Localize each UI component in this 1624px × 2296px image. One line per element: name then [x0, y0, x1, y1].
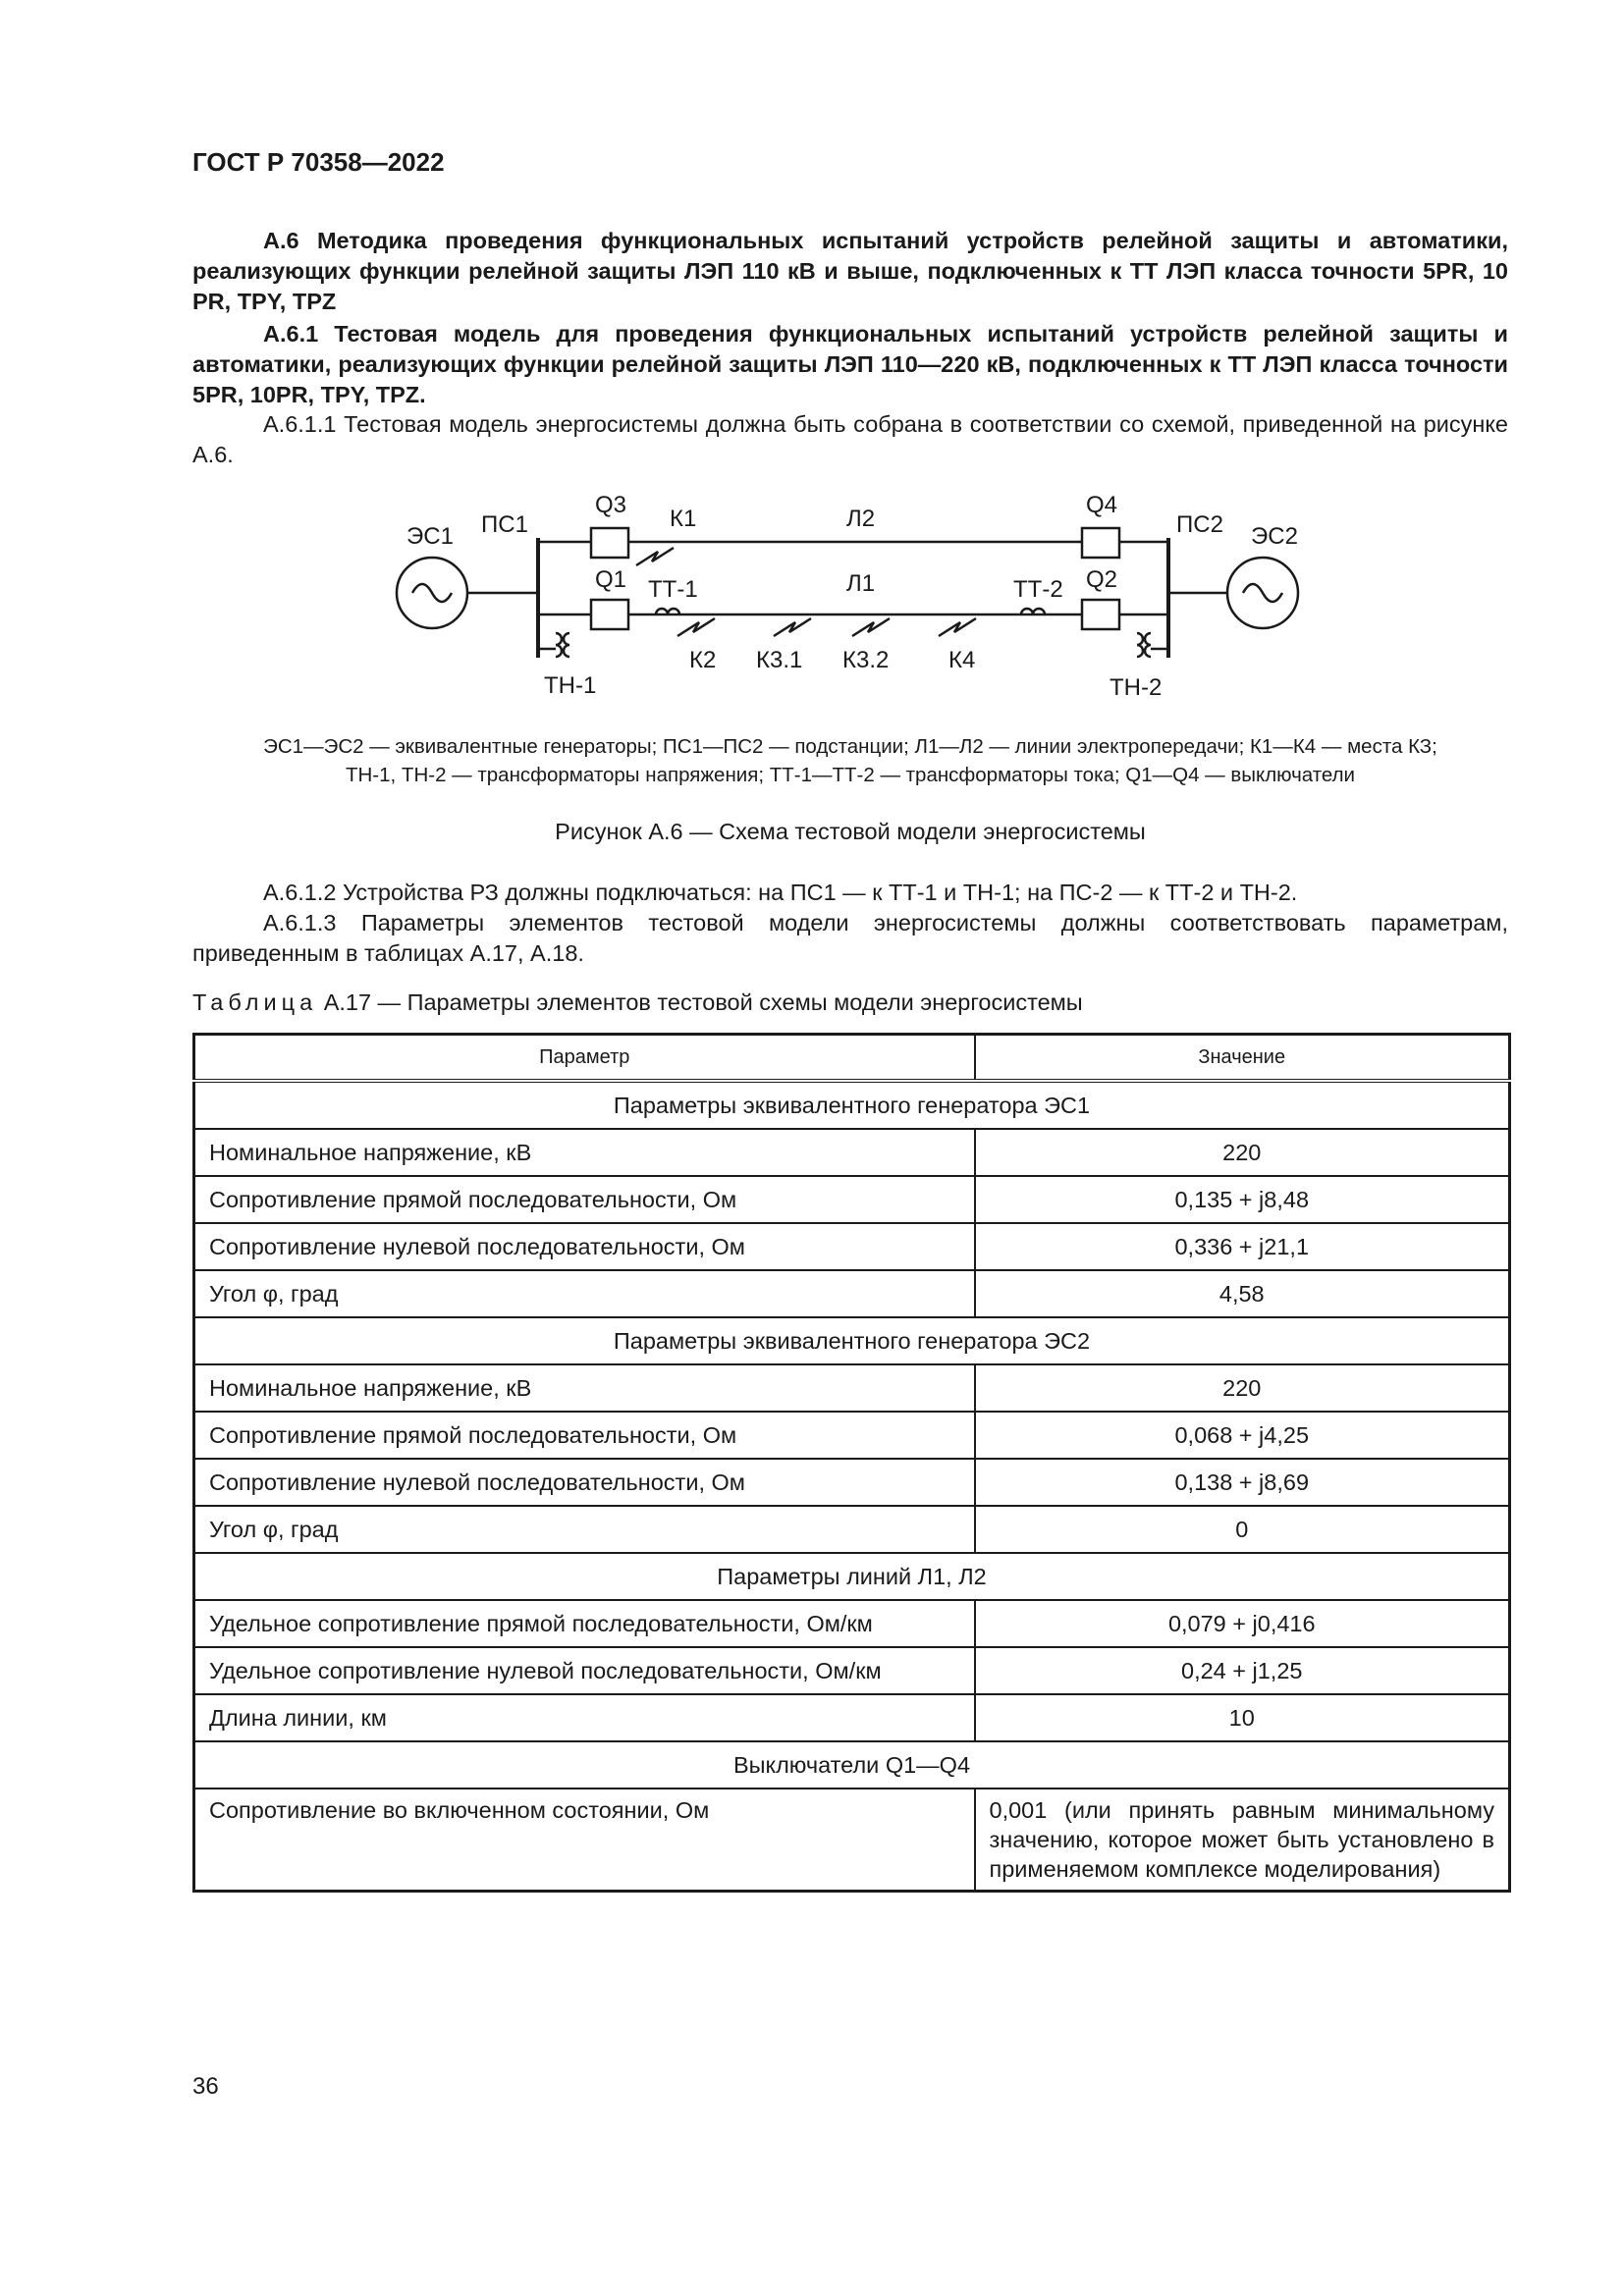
label-q4: Q4	[1086, 492, 1118, 518]
param-cell: Сопротивление во включенном состоянии, Ом	[194, 1789, 975, 1892]
label-k1: К1	[670, 506, 697, 532]
legend-line-1: ЭС1—ЭС2 — эквивалентные генераторы; ПС1—ПС2 — подстанции; Л1—Л2 — линии электропередачи; К1—К4 — места КЗ;	[263, 735, 1437, 758]
table-row	[194, 1129, 1510, 1176]
value-cell: 0,135 + j8,48	[975, 1176, 1510, 1223]
param-cell: Удельное сопротивление прямой последовательности, Ом/км	[194, 1600, 975, 1647]
param-cell: Удельное сопротивление нулевой последовательности, Ом/км	[194, 1647, 975, 1694]
label-k31: К3.1	[756, 647, 803, 673]
param-cell: Сопротивление прямой последовательности, Ом	[194, 1176, 975, 1223]
section-a61-title: А.6.1 Тестовая модель для проведения функциональных испытаний устройств релейной защиты и автоматики, реализующих функции релейной защиты ЛЭП 110—220 кВ, подключенных к ТТ ЛЭП класса точности 5PR, 10PR, TPY, TPZ.	[192, 321, 1508, 407]
param-cell: Сопротивление нулевой последовательности, Ом	[194, 1459, 975, 1506]
label-tt1: ТТ-1	[648, 576, 698, 603]
fault-k1-icon	[636, 548, 674, 565]
table-row	[194, 1647, 1510, 1694]
value-cell: 220	[975, 1364, 1510, 1412]
column-header-param: Параметр	[194, 1035, 975, 1082]
param-cell: Сопротивление нулевой последовательности, Ом	[194, 1223, 975, 1270]
section-a6-title: А.6 Методика проведения функциональных испытаний устройств релейной защиты и автоматики, реализующих функции релейной защиты ЛЭП 110 кВ и выше, подключенных к ТТ ЛЭП класса точности 5PR, 10 PR, TPY, TPZ	[192, 228, 1508, 314]
table-row	[194, 1364, 1510, 1412]
power-system-scheme	[383, 487, 1326, 713]
label-ps2: ПС2	[1176, 511, 1223, 538]
value-cell: 10	[975, 1694, 1510, 1741]
voltage-transformer-tn2-icon	[1137, 633, 1143, 657]
section-row-es1	[194, 1081, 1510, 1129]
table-caption-text: А.17 — Параметры элементов тестовой схемы модели энергосистемы	[323, 989, 1083, 1015]
label-tt2: ТТ-2	[1013, 576, 1063, 603]
value-cell: 0,068 + j4,25	[975, 1412, 1510, 1459]
label-l2: Л2	[846, 506, 876, 532]
fault-k4-icon	[939, 618, 976, 636]
param-cell: Номинальное напряжение, кВ	[194, 1129, 975, 1176]
document-header: ГОСТ Р 70358—2022	[192, 147, 445, 177]
figure-caption: Рисунок А.6 — Схема тестовой модели энергосистемы	[555, 819, 1146, 844]
voltage-transformer-tn1-icon	[564, 633, 569, 657]
fault-k31-icon	[774, 618, 811, 636]
table-caption	[192, 989, 1083, 1016]
table-row	[194, 1506, 1510, 1553]
section-title-lines: Параметры линий Л1, Л2	[194, 1553, 1510, 1600]
table-row	[194, 1223, 1510, 1270]
param-cell: Угол φ, град	[194, 1270, 975, 1317]
table-row	[194, 1789, 1510, 1892]
label-ps1: ПС1	[481, 511, 528, 538]
param-cell: Номинальное напряжение, кВ	[194, 1364, 975, 1412]
fault-k32-icon	[852, 618, 890, 636]
section-title-es2: Параметры эквивалентного генератора ЭС2	[194, 1317, 1510, 1364]
table-row	[194, 1270, 1510, 1317]
value-cell: 0	[975, 1506, 1510, 1553]
label-q1: Q1	[595, 566, 627, 593]
label-tn1: ТН-1	[544, 672, 597, 699]
section-title-es1: Параметры эквивалентного генератора ЭС1	[194, 1081, 1510, 1129]
value-cell: 0,24 + j1,25	[975, 1647, 1510, 1694]
table-row	[194, 1459, 1510, 1506]
table-row	[194, 1412, 1510, 1459]
param-cell: Сопротивление прямой последовательности, Ом	[194, 1412, 975, 1459]
label-tn2: ТН-2	[1110, 674, 1163, 701]
paragraph-a612: А.6.1.2 Устройства РЗ должны подключаться: на ПС1 — к ТТ-1 и ТН-1; на ПС-2 — к ТТ-2 и ТН-2.	[263, 880, 1298, 905]
value-cell: 0,336 + j21,1	[975, 1223, 1510, 1270]
section-title-breakers: Выключатели Q1—Q4	[194, 1741, 1510, 1789]
label-k32: К3.2	[842, 647, 890, 673]
section-row-lines	[194, 1553, 1510, 1600]
label-es2: ЭС2	[1251, 523, 1298, 550]
label-q3: Q3	[595, 492, 627, 518]
table-row	[194, 1694, 1510, 1741]
value-cell: 0,079 + j0,416	[975, 1600, 1510, 1647]
figure-legend	[192, 732, 1508, 789]
table-caption-prefix: Таблица	[192, 989, 318, 1015]
label-k4: К4	[948, 647, 976, 673]
section-row-es2	[194, 1317, 1510, 1364]
parameters-table	[192, 1033, 1511, 1893]
paragraph-a613: А.6.1.3 Параметры элементов тестовой модели энергосистемы должны соответствовать параметрам, приведенным в таблицах А.17, А.18.	[192, 910, 1508, 966]
table-header-row	[194, 1035, 1510, 1082]
section-row-breakers	[194, 1741, 1510, 1789]
value-cell: 0,138 + j8,69	[975, 1459, 1510, 1506]
param-cell: Угол φ, град	[194, 1506, 975, 1553]
breaker-q2-icon	[1082, 600, 1119, 629]
label-q2: Q2	[1086, 566, 1118, 593]
fault-k2-icon	[677, 618, 715, 636]
table-row	[194, 1600, 1510, 1647]
paragraph-a611: А.6.1.1 Тестовая модель энергосистемы должна быть собрана в соответствии со схемой, приведенной на рисунке А.6.	[192, 411, 1508, 467]
value-cell: 4,58	[975, 1270, 1510, 1317]
column-header-value: Значение	[975, 1035, 1510, 1082]
label-es1: ЭС1	[406, 523, 454, 550]
table-row	[194, 1176, 1510, 1223]
label-k2: К2	[689, 647, 717, 673]
value-cell: 220	[975, 1129, 1510, 1176]
page-number: 36	[192, 2073, 219, 2100]
breaker-q1-icon	[591, 600, 628, 629]
legend-line-2: ТН-1, ТН-2 — трансформаторы напряжения; ТТ-1—ТТ-2 — трансформаторы тока; Q1—Q4 — выключатели	[345, 764, 1356, 786]
label-l1: Л1	[846, 570, 876, 597]
breaker-q4-icon	[1082, 528, 1119, 558]
param-cell: Длина линии, км	[194, 1694, 975, 1741]
breaker-q3-icon	[591, 528, 628, 558]
value-cell: 0,001 (или принять равным минимальному значению, которое может быть установлено в применяемом комплексе моделирования)	[975, 1789, 1510, 1892]
